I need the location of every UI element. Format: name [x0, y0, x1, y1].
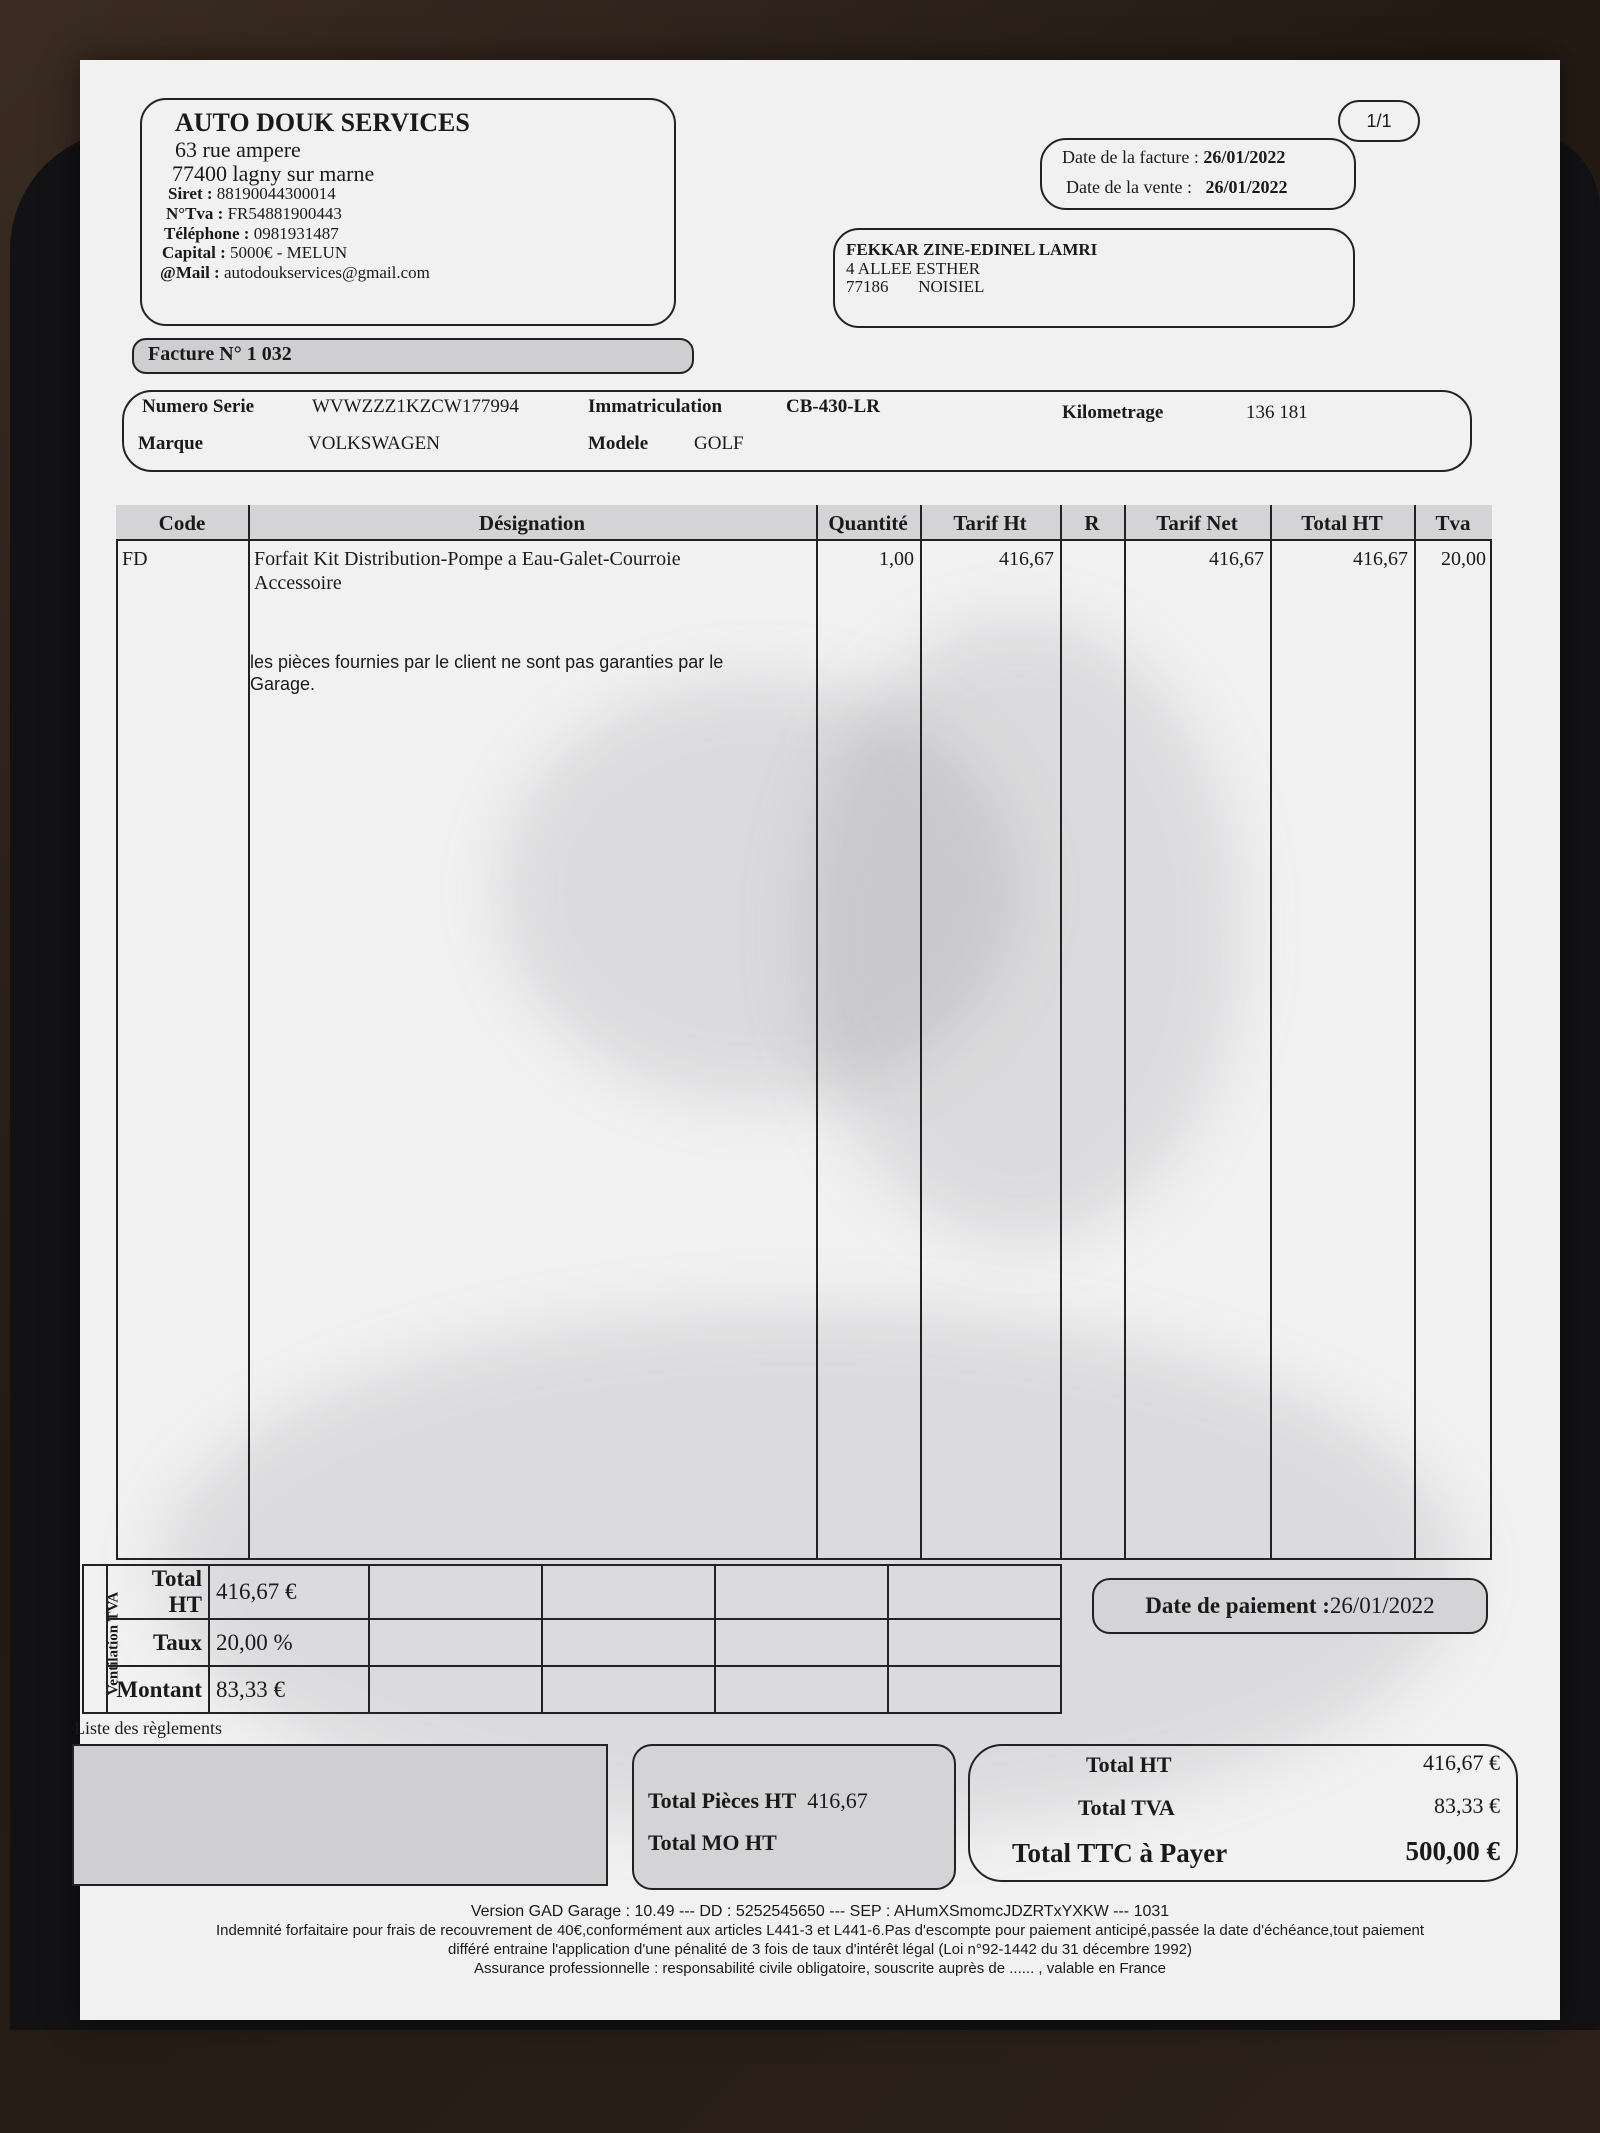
row-tva: 20,00: [1441, 548, 1486, 570]
vat-total-ht: 416,67 €: [209, 1565, 369, 1619]
payment-date-box: Date de paiement : 26/01/2022: [1092, 1578, 1488, 1634]
footer-version: Version GAD Garage : 10.49 --- DD : 5252545650 --- SEP : AHumXSmomcJDZRTxYXKW --- 1031: [470, 1903, 1170, 1920]
invoice-number: Facture N° 1 032: [148, 343, 292, 365]
total-ht-value: 416,67 €: [1423, 1750, 1500, 1775]
header-code: Code: [158, 510, 206, 535]
total-tva-value: 83,33 €: [1434, 1793, 1500, 1818]
invoice-paper: [74, 60, 1560, 2020]
company-phone: Téléphone : 0981931487: [164, 224, 339, 243]
vat-rate: 20,00 %: [209, 1619, 369, 1666]
client-name: FEKKAR ZINE-EDINEL LAMRI: [846, 240, 1098, 259]
company-mail: @Mail : autodoukservices@gmail.com: [160, 263, 430, 282]
company-capital: Capital : 5000€ - MELUN: [162, 243, 348, 262]
header-tva: Tva: [1435, 510, 1471, 535]
column-divider: [1060, 505, 1062, 1560]
column-divider: [1414, 505, 1416, 1560]
header-r: R: [1084, 510, 1100, 535]
vat-amount: 83,33 €: [209, 1666, 369, 1713]
total-tva-label: Total TVA: [1078, 1795, 1175, 1820]
company-siret: Siret : 88190044300014: [168, 184, 336, 203]
row-price-ht: 416,67: [999, 548, 1054, 570]
client-city: 77186 NOISIEL: [846, 277, 985, 296]
company-street: 63 rue ampere: [175, 137, 301, 162]
header-total-ht: Total HT: [1301, 510, 1383, 535]
parts-total: Total Pièces HT 416,67: [648, 1788, 868, 1813]
total-ttc-label: Total TTC à Payer: [1012, 1838, 1228, 1868]
column-divider: [1270, 505, 1272, 1560]
model-value: GOLF: [694, 433, 744, 454]
serial-label: Numero Serie: [142, 396, 255, 417]
column-divider: [920, 505, 922, 1560]
labour-total-label: Total MO HT: [648, 1830, 777, 1855]
row-code: FD: [122, 548, 148, 570]
footer-penalty: Indemnité forfaitaire pour frais de recouvrement de 40€,conformément aux articles L441-3 et L441-6.Pas d'escompte pour paiement anticipé,passée la date d'échéance,tout paiement: [215, 1922, 1425, 1939]
company-city: 77400 lagny sur marne: [172, 161, 375, 186]
sale-date: Date de la vente : 26/01/2022: [1066, 177, 1288, 197]
settlements-label: Liste des règlements: [74, 1718, 222, 1738]
footer-insurance: Assurance professionnelle : responsabilité civile obligatoire, souscrite auprès de ...... , valable en France: [473, 1960, 1167, 1977]
page-number: 1/1: [1338, 100, 1420, 142]
company-tva: N°Tva : FR54881900443: [166, 204, 342, 223]
row-total-ht: 416,67: [1353, 548, 1408, 570]
company-name: AUTO DOUK SERVICES: [175, 108, 470, 137]
model-label: Modele: [588, 433, 649, 454]
row-designation-2: Accessoire: [254, 572, 342, 594]
brand-value: VOLKSWAGEN: [308, 433, 440, 454]
vat-side-label: Ventilation TVA: [105, 1591, 122, 1696]
vat-breakdown-table: [82, 1564, 1062, 1714]
subtotals-box: [632, 1744, 956, 1890]
serial-value: WVWZZZ1KZCW177994: [312, 396, 519, 417]
total-ht-label: Total HT: [1086, 1752, 1172, 1777]
vat-amount-label: Montant: [107, 1666, 209, 1713]
column-divider: [816, 505, 818, 1560]
plate-value: CB-430-LR: [786, 396, 880, 417]
row-net-price: 416,67: [1209, 548, 1264, 570]
km-label: Kilometrage: [1062, 402, 1164, 423]
invoice-date: Date de la facture : 26/01/2022: [1062, 147, 1286, 167]
row-designation: Forfait Kit Distribution-Pompe a Eau-Galet-Courroie: [254, 548, 681, 570]
warranty-note: les pièces fournies par le client ne sont pas garanties par le: [250, 652, 724, 672]
header-designation: Désignation: [478, 510, 586, 535]
header-price-ht: Tarif Ht: [953, 510, 1027, 535]
client-address: 4 ALLEE ESTHER: [846, 259, 981, 278]
column-divider: [1124, 505, 1126, 1560]
warranty-note-2: Garage.: [250, 674, 316, 694]
total-ttc-value: 500,00 €: [1405, 1836, 1500, 1866]
vat-rate-label: Taux: [107, 1619, 209, 1666]
plate-label: Immatriculation: [588, 396, 723, 417]
settlements-box: [72, 1744, 608, 1886]
row-quantity: 1,00: [879, 548, 914, 570]
header-net-price: Tarif Net: [1156, 510, 1238, 535]
km-value: 136 181: [1246, 402, 1308, 423]
footer-penalty-2: différé entraine l'application d'une pénalité de 3 fois de taux d'intérêt légal (Loi n°92-1442 du 31 décembre 1992): [448, 1941, 1192, 1958]
vat-total-ht-label: Total HT: [107, 1565, 209, 1619]
header-quantity: Quantité: [828, 510, 908, 535]
brand-label: Marque: [138, 433, 204, 454]
